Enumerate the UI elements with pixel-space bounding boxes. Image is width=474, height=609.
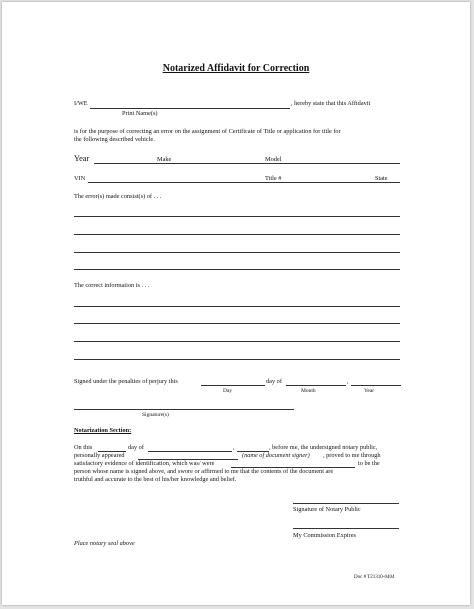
- doc-number: Doc # T21310-0404: [354, 575, 395, 580]
- correct-info-line: [74, 341, 400, 342]
- document-title: Notarized Affidavit for Correction: [162, 63, 310, 74]
- month-caption: Month: [301, 388, 316, 394]
- signed-day-line: [201, 385, 265, 386]
- notary-evidence: satisfactory evidence of identification, which was/ were: [74, 460, 215, 467]
- notary-person-text: person whose name is signed above, and swore or affirmed to me that the contents of the document are: [74, 468, 334, 475]
- notary-proved: , proved to me through: [323, 452, 381, 459]
- correct-info-line: [74, 359, 400, 360]
- state-label: State: [375, 175, 388, 182]
- signed-comma: ,: [347, 378, 349, 385]
- commission-label: My Commission Expires: [293, 532, 356, 539]
- notarization-heading: Notarization Section:: [74, 427, 132, 434]
- title-number-label: Title #: [265, 175, 282, 182]
- purpose-text-1: is for the purpose of correcting an error on the assignment of Certificate of Title or application for title for: [74, 128, 341, 135]
- error-line: [74, 269, 400, 270]
- day-of-text: day of: [266, 378, 282, 385]
- perjury-text: Signed under the penalties of perjury this: [74, 378, 178, 385]
- hereby-state-text: , hereby state that this Affidavit: [291, 100, 371, 107]
- year-caption: Year: [364, 388, 375, 394]
- print-name-label: Print Name(s): [122, 110, 158, 117]
- signatures-caption: Signature(s): [142, 412, 169, 418]
- print-name-line: [90, 108, 290, 109]
- notary-month-line: [148, 451, 232, 452]
- year-make-model-line: [94, 163, 400, 164]
- year-label: Year: [74, 154, 90, 163]
- iwe-label: I/WE: [74, 100, 88, 107]
- notary-personally-appeared: personally appeared: [74, 452, 125, 459]
- error-line: [74, 252, 400, 253]
- notary-signature-label: Signature of Notary Public: [293, 506, 361, 513]
- vin-label: VIN: [74, 175, 86, 182]
- notary-signature-line: [293, 503, 399, 504]
- commission-line: [293, 528, 399, 529]
- signed-month-line: [286, 385, 346, 386]
- correct-info-line: [74, 323, 400, 324]
- notary-signer-caption: (name of document signer): [242, 452, 310, 459]
- signed-year-line: [351, 385, 401, 386]
- notary-before-me: , before me, the undersigned notary public,: [269, 444, 378, 451]
- correct-info-label: The correct information is . . .: [74, 282, 150, 289]
- errors-label: The error(s) made consist(s) of . . .: [74, 193, 162, 200]
- make-label: Make: [157, 156, 172, 163]
- notary-comma: ,: [233, 444, 235, 451]
- notary-truthful-text: truthful and accurate to the best of his/her knowledge and belief.: [74, 476, 237, 483]
- error-line: [74, 216, 400, 217]
- seal-note: Place notary seal above: [74, 540, 135, 547]
- purpose-text-2: the following described vehicle.: [74, 136, 155, 143]
- notary-day-of: day of: [128, 444, 144, 451]
- vin-title-state-line: [88, 182, 400, 183]
- error-line: [74, 234, 400, 235]
- notary-on-this: On this: [74, 444, 93, 451]
- correct-info-line: [74, 306, 400, 307]
- day-caption: Day: [223, 388, 233, 394]
- signatures-line: [74, 409, 294, 410]
- model-label: Model: [265, 156, 282, 163]
- notary-to-be: to be the: [358, 460, 380, 467]
- affidavit-page: [2, 2, 470, 605]
